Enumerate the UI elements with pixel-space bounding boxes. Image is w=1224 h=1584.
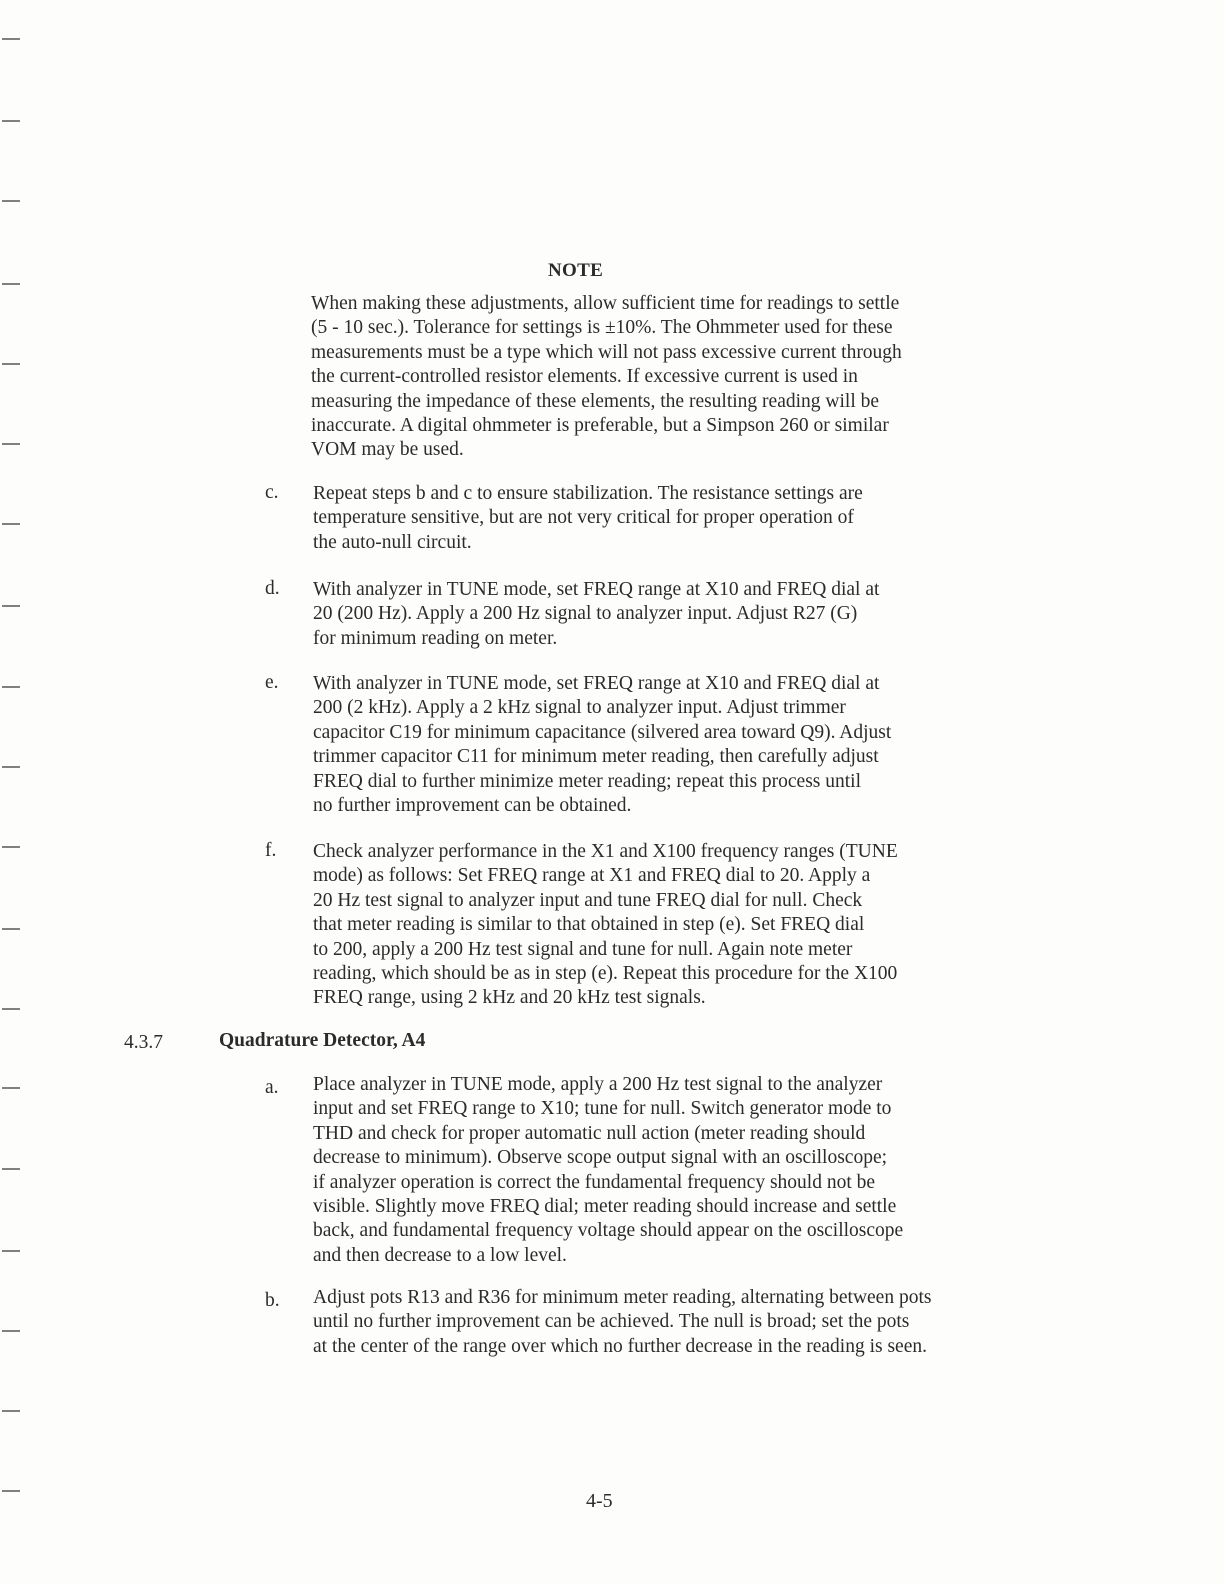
step-line: mode) as follows: Set FREQ range at X1 and FREQ dial to 20. Apply a [313, 865, 871, 887]
note-title: NOTE [548, 260, 604, 281]
note-line: measurements must be a type which will not pass excessive current through [311, 341, 902, 363]
step-line: trimmer capacitor C11 for minimum meter reading, then carefully adjust [313, 746, 879, 768]
binding-mark [2, 605, 20, 607]
binding-mark [2, 443, 20, 445]
binding-mark [2, 766, 20, 768]
step-text [313, 672, 1073, 818]
step-line: that meter reading is similar to that obtained in step (e). Set FREQ dial [313, 914, 865, 936]
step-line: 200 (2 kHz). Apply a 2 kHz signal to analyzer input. Adjust trimmer [313, 697, 846, 719]
step-letter: e. [265, 672, 279, 693]
step-line: temperature sensitive, but are not very critical for proper operation of [313, 507, 854, 529]
step-line: to 200, apply a 200 Hz test signal and tune for null. Again note meter [313, 938, 853, 960]
step-text [313, 1286, 1073, 1359]
step-line: Check analyzer performance in the X1 and X100 frequency ranges (TUNE [313, 841, 898, 862]
step-line: capacitor C19 for minimum capacitance (silvered area toward Q9). Adjust [313, 721, 892, 743]
step-line: With analyzer in TUNE mode, set FREQ range at X10 and FREQ dial at [313, 579, 880, 600]
binding-mark [2, 1490, 20, 1492]
binding-mark [2, 846, 20, 848]
note-line: (5 - 10 sec.). Tolerance for settings is ±10%. The Ohmmeter used for these [311, 317, 893, 339]
step-line: no further improvement can be obtained. [313, 795, 632, 817]
note-line: VOM may be used. [311, 439, 464, 461]
step-line: at the center of the range over which no further decrease in the reading is seen. [313, 1335, 927, 1357]
step-line: for minimum reading on meter. [313, 627, 558, 649]
binding-marks [0, 0, 30, 1584]
step-letter: a. [265, 1077, 279, 1098]
note-line: measuring the impedance of these elements, the resulting reading will be [311, 390, 880, 412]
binding-mark [2, 38, 20, 40]
step-line: With analyzer in TUNE mode, set FREQ range at X10 and FREQ dial at [313, 673, 880, 694]
section-title: Quadrature Detector, A4 [219, 1030, 426, 1051]
binding-mark [2, 523, 20, 525]
binding-mark [2, 1087, 20, 1089]
step-line: Adjust pots R13 and R36 for minimum meter reading, alternating between pots [313, 1287, 932, 1308]
step-line: FREQ dial to further minimize meter reading; repeat this process until [313, 770, 862, 792]
section-number: 4.3.7 [124, 1032, 163, 1053]
binding-mark [2, 686, 20, 688]
step-line: decrease to minimum). Observe scope output signal with an oscilloscope; [313, 1147, 888, 1169]
step-line: 20 (200 Hz). Apply a 200 Hz signal to analyzer input. Adjust R27 (G) [313, 603, 858, 625]
binding-mark [2, 1330, 20, 1332]
note-body [311, 292, 1021, 463]
note-line: When making these adjustments, allow sufficient time for readings to settle [311, 293, 900, 314]
step-line: and then decrease to a low level. [313, 1244, 567, 1266]
step-line: Place analyzer in TUNE mode, apply a 200 Hz test signal to the analyzer [313, 1074, 883, 1095]
step-line: THD and check for proper automatic null action (meter reading should [313, 1122, 866, 1144]
step-line: until no further improvement can be achieved. The null is broad; set the pots [313, 1311, 910, 1333]
step-text [313, 1073, 1073, 1268]
note-line: the current-controlled resistor elements. If excessive current is used in [311, 366, 858, 388]
step-letter: c. [265, 482, 279, 503]
step-line: the auto-null circuit. [313, 531, 472, 553]
step-text [313, 482, 1073, 555]
step-letter: f. [265, 840, 277, 861]
note-line: inaccurate. A digital ohmmeter is preferable, but a Simpson 260 or similar [311, 415, 889, 437]
step-line: 20 Hz test signal to analyzer input and tune FREQ dial for null. Check [313, 889, 863, 911]
step-line: input and set FREQ range to X10; tune for null. Switch generator mode to [313, 1098, 892, 1120]
binding-mark [2, 200, 20, 202]
page-number: 4-5 [586, 1490, 613, 1512]
binding-mark [2, 1250, 20, 1252]
step-letter: d. [265, 578, 280, 599]
step-text [313, 578, 1073, 651]
step-line: reading, which should be as in step (e). Repeat this procedure for the X100 [313, 963, 898, 985]
step-text [313, 840, 1073, 1011]
step-letter: b. [265, 1290, 280, 1311]
binding-mark [2, 1008, 20, 1010]
binding-mark [2, 1168, 20, 1170]
binding-mark [2, 363, 20, 365]
binding-mark [2, 1410, 20, 1412]
binding-mark [2, 928, 20, 930]
step-line: if analyzer operation is correct the fundamental frequency should not be [313, 1171, 876, 1193]
binding-mark [2, 120, 20, 122]
step-line: Repeat steps b and c to ensure stabilization. The resistance settings are [313, 483, 863, 504]
step-line: FREQ range, using 2 kHz and 20 kHz test signals. [313, 987, 706, 1009]
step-line: back, and fundamental frequency voltage should appear on the oscilloscope [313, 1220, 904, 1242]
binding-mark [2, 283, 20, 285]
step-line: visible. Slightly move FREQ dial; meter reading should increase and settle [313, 1196, 897, 1218]
